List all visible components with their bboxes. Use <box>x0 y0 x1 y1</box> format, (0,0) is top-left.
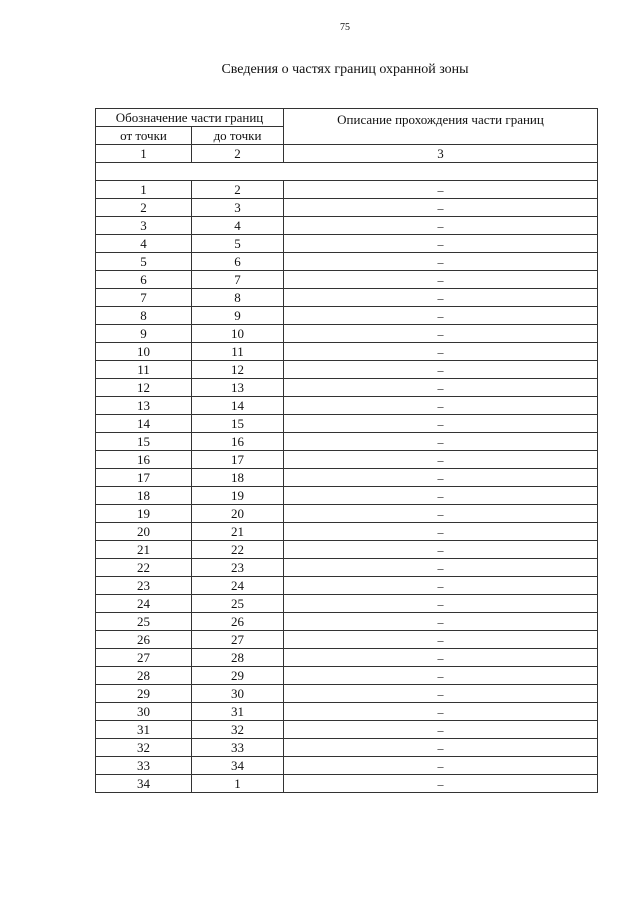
from-point-cell: 33 <box>96 757 192 775</box>
from-point-cell: 9 <box>96 325 192 343</box>
from-point-cell: 13 <box>96 397 192 415</box>
to-point-cell: 1 <box>192 775 284 793</box>
column-number-row <box>96 145 598 163</box>
table-row <box>96 181 598 199</box>
table-row <box>96 649 598 667</box>
table-row <box>96 577 598 595</box>
boundary-parts-table <box>95 108 598 793</box>
table-row <box>96 451 598 469</box>
table-row <box>96 595 598 613</box>
from-point-cell: 34 <box>96 775 192 793</box>
from-point-cell: 24 <box>96 595 192 613</box>
to-point-cell: 2 <box>192 181 284 199</box>
description-cell: – <box>284 469 598 487</box>
to-point-cell: 33 <box>192 739 284 757</box>
description-cell: – <box>284 685 598 703</box>
table-row <box>96 559 598 577</box>
to-point-cell: 16 <box>192 433 284 451</box>
description-cell: – <box>284 541 598 559</box>
from-point-cell: 12 <box>96 379 192 397</box>
to-point-cell: 11 <box>192 343 284 361</box>
from-point-cell: 19 <box>96 505 192 523</box>
to-point-cell: 14 <box>192 397 284 415</box>
blank-separator-cell <box>96 163 598 181</box>
table-header-row <box>96 109 598 127</box>
header-from-point: от точки <box>96 127 192 145</box>
description-cell: – <box>284 703 598 721</box>
table-row <box>96 757 598 775</box>
from-point-cell: 17 <box>96 469 192 487</box>
column-number-2: 2 <box>192 145 284 163</box>
description-cell: – <box>284 523 598 541</box>
description-cell: – <box>284 289 598 307</box>
table-row <box>96 685 598 703</box>
description-cell: – <box>284 595 598 613</box>
to-point-cell: 34 <box>192 757 284 775</box>
from-point-cell: 16 <box>96 451 192 469</box>
from-point-cell: 20 <box>96 523 192 541</box>
table-row <box>96 523 598 541</box>
table-row <box>96 235 598 253</box>
from-point-cell: 1 <box>96 181 192 199</box>
description-cell: – <box>284 361 598 379</box>
table-row <box>96 307 598 325</box>
table-row <box>96 415 598 433</box>
to-point-cell: 15 <box>192 415 284 433</box>
description-cell: – <box>284 649 598 667</box>
page-number: 75 <box>340 22 350 33</box>
from-point-cell: 21 <box>96 541 192 559</box>
from-point-cell: 7 <box>96 289 192 307</box>
table-row <box>96 199 598 217</box>
description-cell: – <box>284 415 598 433</box>
description-cell: – <box>284 667 598 685</box>
description-cell: – <box>284 487 598 505</box>
from-point-cell: 2 <box>96 199 192 217</box>
description-cell: – <box>284 559 598 577</box>
from-point-cell: 14 <box>96 415 192 433</box>
description-cell: – <box>284 199 598 217</box>
description-cell: – <box>284 451 598 469</box>
to-point-cell: 19 <box>192 487 284 505</box>
to-point-cell: 31 <box>192 703 284 721</box>
table-row <box>96 703 598 721</box>
to-point-cell: 24 <box>192 577 284 595</box>
from-point-cell: 29 <box>96 685 192 703</box>
description-cell: – <box>284 271 598 289</box>
to-point-cell: 4 <box>192 217 284 235</box>
to-point-cell: 32 <box>192 721 284 739</box>
description-cell: – <box>284 253 598 271</box>
to-point-cell: 25 <box>192 595 284 613</box>
table-row <box>96 343 598 361</box>
table-row <box>96 469 598 487</box>
from-point-cell: 15 <box>96 433 192 451</box>
to-point-cell: 13 <box>192 379 284 397</box>
to-point-cell: 29 <box>192 667 284 685</box>
table-row <box>96 487 598 505</box>
description-cell: – <box>284 379 598 397</box>
from-point-cell: 31 <box>96 721 192 739</box>
to-point-cell: 10 <box>192 325 284 343</box>
to-point-cell: 27 <box>192 631 284 649</box>
from-point-cell: 18 <box>96 487 192 505</box>
from-point-cell: 30 <box>96 703 192 721</box>
description-cell: – <box>284 217 598 235</box>
from-point-cell: 26 <box>96 631 192 649</box>
from-point-cell: 4 <box>96 235 192 253</box>
table-row <box>96 397 598 415</box>
table-row <box>96 541 598 559</box>
from-point-cell: 22 <box>96 559 192 577</box>
to-point-cell: 7 <box>192 271 284 289</box>
table-row <box>96 379 598 397</box>
from-point-cell: 28 <box>96 667 192 685</box>
description-cell: – <box>284 775 598 793</box>
to-point-cell: 5 <box>192 235 284 253</box>
description-cell: – <box>284 397 598 415</box>
to-point-cell: 20 <box>192 505 284 523</box>
to-point-cell: 30 <box>192 685 284 703</box>
table-row <box>96 253 598 271</box>
description-cell: – <box>284 343 598 361</box>
header-boundary-designation: Обозначение части границ <box>96 109 284 127</box>
from-point-cell: 8 <box>96 307 192 325</box>
from-point-cell: 5 <box>96 253 192 271</box>
from-point-cell: 6 <box>96 271 192 289</box>
page-title: Сведения о частях границ охранной зоны <box>221 62 469 77</box>
table-row <box>96 325 598 343</box>
blank-separator-row <box>96 163 598 181</box>
to-point-cell: 9 <box>192 307 284 325</box>
table-row <box>96 505 598 523</box>
table-row <box>96 631 598 649</box>
description-cell: – <box>284 721 598 739</box>
to-point-cell: 12 <box>192 361 284 379</box>
to-point-cell: 23 <box>192 559 284 577</box>
table-body <box>96 109 598 793</box>
to-point-cell: 3 <box>192 199 284 217</box>
to-point-cell: 21 <box>192 523 284 541</box>
header-description: Описание прохождения части границ <box>284 109 598 145</box>
from-point-cell: 10 <box>96 343 192 361</box>
description-cell: – <box>284 505 598 523</box>
from-point-cell: 32 <box>96 739 192 757</box>
from-point-cell: 3 <box>96 217 192 235</box>
table-row <box>96 613 598 631</box>
to-point-cell: 26 <box>192 613 284 631</box>
to-point-cell: 6 <box>192 253 284 271</box>
description-cell: – <box>284 577 598 595</box>
from-point-cell: 11 <box>96 361 192 379</box>
description-cell: – <box>284 757 598 775</box>
table-row <box>96 739 598 757</box>
to-point-cell: 18 <box>192 469 284 487</box>
description-cell: – <box>284 307 598 325</box>
description-cell: – <box>284 235 598 253</box>
description-cell: – <box>284 181 598 199</box>
table-row <box>96 217 598 235</box>
to-point-cell: 28 <box>192 649 284 667</box>
to-point-cell: 17 <box>192 451 284 469</box>
header-to-point: до точки <box>192 127 284 145</box>
table-row <box>96 433 598 451</box>
table-row <box>96 289 598 307</box>
from-point-cell: 23 <box>96 577 192 595</box>
from-point-cell: 27 <box>96 649 192 667</box>
description-cell: – <box>284 433 598 451</box>
table-row <box>96 721 598 739</box>
column-number-3: 3 <box>284 145 598 163</box>
table-row <box>96 361 598 379</box>
description-cell: – <box>284 613 598 631</box>
table-row <box>96 271 598 289</box>
to-point-cell: 22 <box>192 541 284 559</box>
from-point-cell: 25 <box>96 613 192 631</box>
description-cell: – <box>284 325 598 343</box>
table-row <box>96 667 598 685</box>
to-point-cell: 8 <box>192 289 284 307</box>
description-cell: – <box>284 631 598 649</box>
table-row <box>96 775 598 793</box>
column-number-1: 1 <box>96 145 192 163</box>
description-cell: – <box>284 739 598 757</box>
